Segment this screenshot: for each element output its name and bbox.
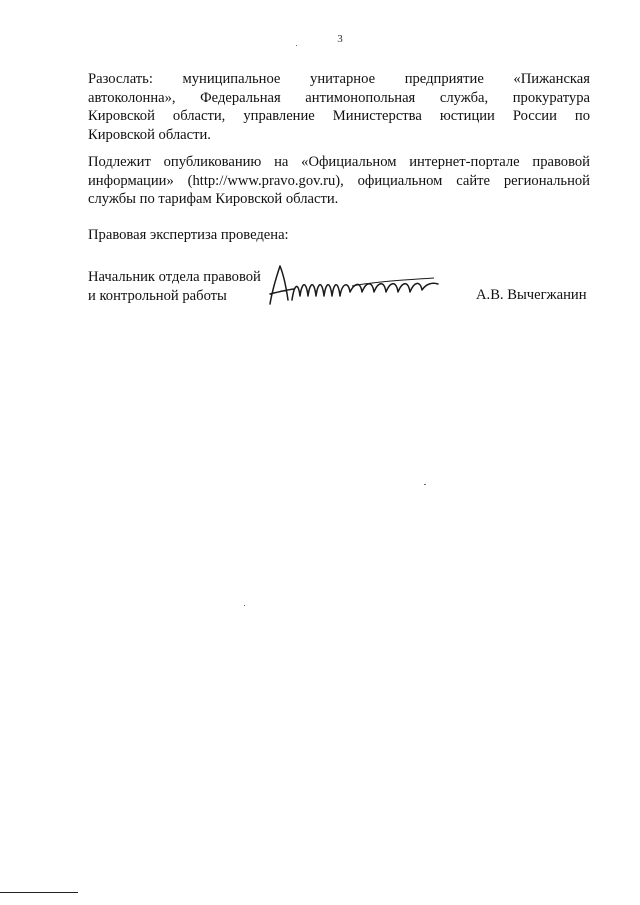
handwritten-signature <box>262 256 442 312</box>
distribution-line: Кировской области. <box>88 126 211 143</box>
publication-paragraph <box>88 153 590 209</box>
distribution-line: Разослать: муниципальное унитарное предприятие «Пижанская <box>88 71 590 87</box>
publication-line: информации» (http://www.pravo.gov.ru), официальном сайте региональной <box>88 172 590 189</box>
signatory-position-line2: и контрольной работы <box>88 287 227 304</box>
distribution-line: автоколонна», Федеральная антимонопольная служба, прокуратура <box>88 89 590 106</box>
publication-line: Подлежит опубликованию на «Официальном интернет-портале правовой <box>88 154 590 170</box>
scan-speck <box>244 605 245 606</box>
publication-line: службы по тарифам Кировской области. <box>88 191 339 208</box>
page-number: 3 <box>337 33 343 45</box>
signatory-position <box>88 268 261 305</box>
distribution-paragraph <box>88 70 590 144</box>
legal-review-line: Правовая экспертиза проведена: <box>88 227 289 243</box>
scan-speck <box>424 484 426 485</box>
distribution-line: Кировской области, управление Министерства юстиции России по <box>88 108 590 125</box>
signatory-name: А.В. Вычегжанин <box>476 287 587 303</box>
signatory-position-line1: Начальник отдела правовой <box>88 269 261 285</box>
footnote-rule <box>0 892 78 893</box>
scan-speck <box>296 45 297 46</box>
